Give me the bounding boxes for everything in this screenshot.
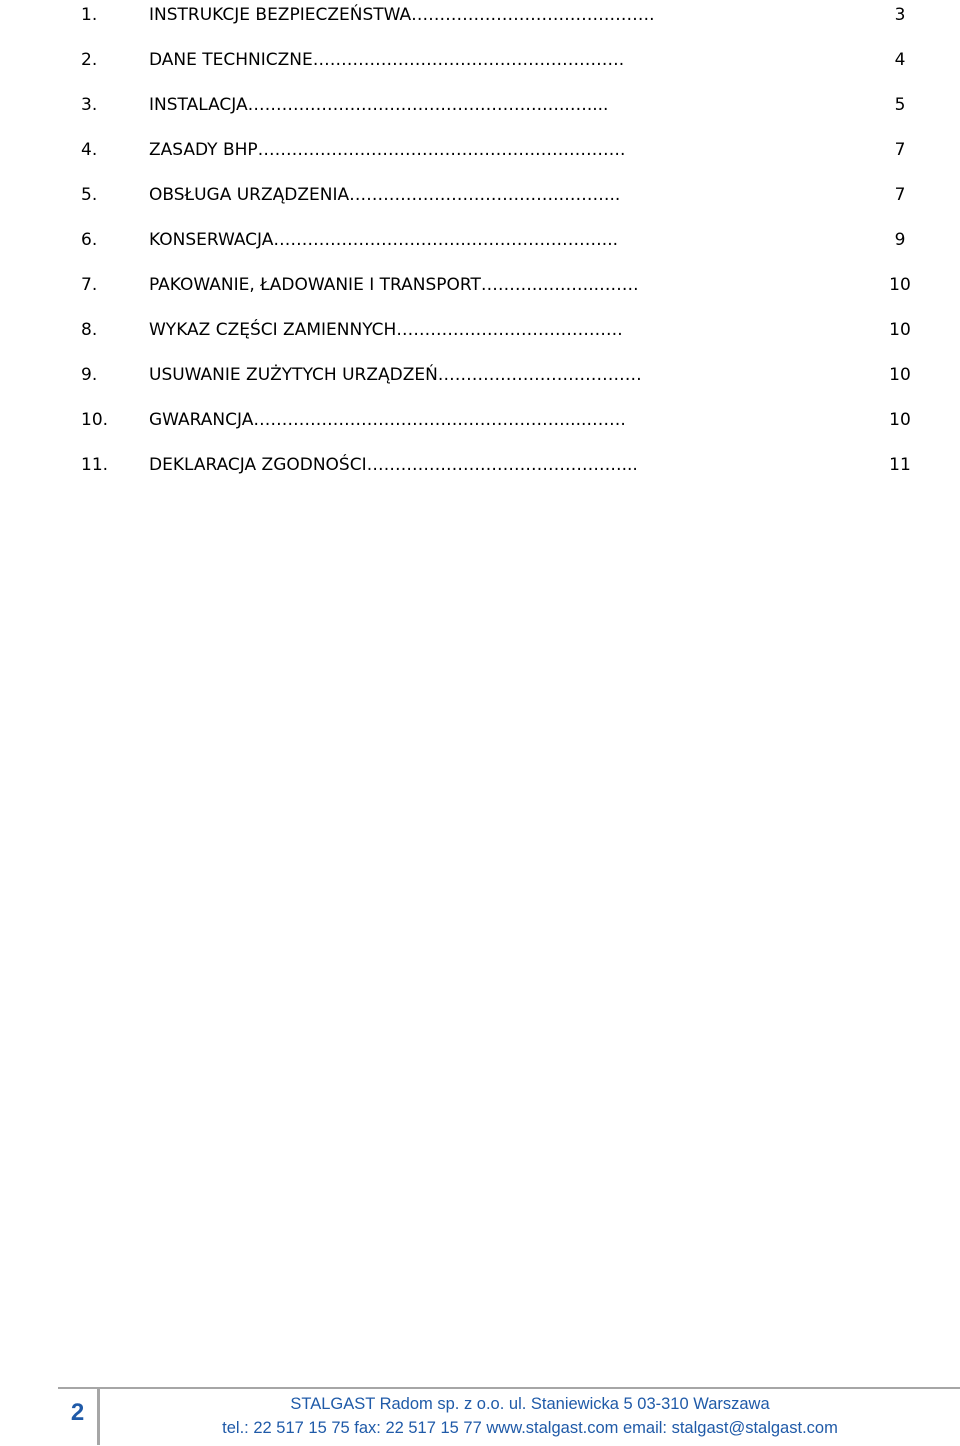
toc-entry-page: 10	[889, 410, 911, 430]
toc-entry-title: WYKAZ CZĘŚCI ZAMIENNYCH………………………………….	[149, 320, 623, 340]
toc-entry[interactable]	[0, 315, 960, 345]
footer-divider	[97, 1387, 100, 1445]
toc-entry-number: 10.	[81, 410, 109, 430]
page-footer	[0, 1384, 960, 1446]
toc-entry-title: KONSERWACJA…………………………….……………………...	[149, 230, 619, 250]
toc-entry[interactable]	[0, 405, 960, 435]
toc-entry[interactable]	[0, 45, 960, 75]
toc-entry-number: 4.	[81, 140, 98, 160]
toc-entry-page: 7	[894, 140, 906, 160]
toc-entry-title: DEKLARACJA ZGODNOŚCI………………………………………...	[149, 455, 638, 475]
page-number: 2	[70, 1399, 85, 1426]
toc-entry-number: 11.	[81, 455, 109, 475]
toc-entry-number: 1.	[81, 5, 98, 25]
toc-entry-number: 5.	[81, 185, 98, 205]
toc-entry[interactable]	[0, 135, 960, 165]
toc-entry-page: 10	[889, 320, 911, 340]
toc-entry-number: 8.	[81, 320, 98, 340]
toc-entry-number: 2.	[81, 50, 98, 70]
toc-entry[interactable]	[0, 450, 960, 480]
toc-entry-title: GWARANCJA……………………………….………………....…….	[149, 410, 626, 430]
toc-entry-number: 7.	[81, 275, 98, 295]
toc-entry-page: 4	[894, 50, 906, 70]
toc-entry[interactable]	[0, 270, 960, 300]
toc-entry-title: DANE TECHNICZNE……………………………………………….	[149, 50, 625, 70]
toc-entry[interactable]	[0, 180, 960, 210]
toc-entry-page: 11	[889, 455, 911, 475]
toc-entry-title: OBSŁUGA URZĄDZENIA……………………………….………..	[149, 185, 621, 205]
toc-entry-page: 9	[894, 230, 906, 250]
toc-entry-page: 10	[889, 275, 911, 295]
company-contacts: tel.: 22 517 15 75 fax: 22 517 15 77 www.stalgast.com email: stalgast@stalgast.com	[222, 1419, 838, 1437]
toc-entry[interactable]	[0, 0, 960, 30]
toc-entry-page: 5	[894, 95, 906, 115]
toc-entry[interactable]	[0, 360, 960, 390]
toc-entry-title: ZASADY BHP………………………………………….…………….	[149, 140, 626, 160]
footer-rule	[58, 1387, 960, 1389]
toc-entry-title: PAKOWANIE, ŁADOWANIE I TRANSPORT……….………..…….	[149, 275, 639, 295]
toc-entry-number: 9.	[81, 365, 98, 385]
toc-entry-page: 10	[889, 365, 911, 385]
toc-entry-number: 3.	[81, 95, 98, 115]
toc-entry[interactable]	[0, 225, 960, 255]
company-address: STALGAST Radom sp. z o.o. ul. Staniewicka 5 03-310 Warszawa	[290, 1395, 770, 1413]
toc-entry[interactable]	[0, 90, 960, 120]
toc-entry-page: 3	[894, 5, 906, 25]
toc-entry-title: USUWANIE ZUŻYTYCH URZĄDZEŃ………………………………	[149, 365, 642, 385]
toc-entry-title: INSTALACJA…………………………………………….…..…....	[149, 95, 609, 115]
toc-entry-page: 7	[894, 185, 906, 205]
toc-entry-number: 6.	[81, 230, 98, 250]
toc-entry-title: INSTRUKCJE BEZPIECZEŃSTWA…………………………………….	[149, 5, 655, 25]
